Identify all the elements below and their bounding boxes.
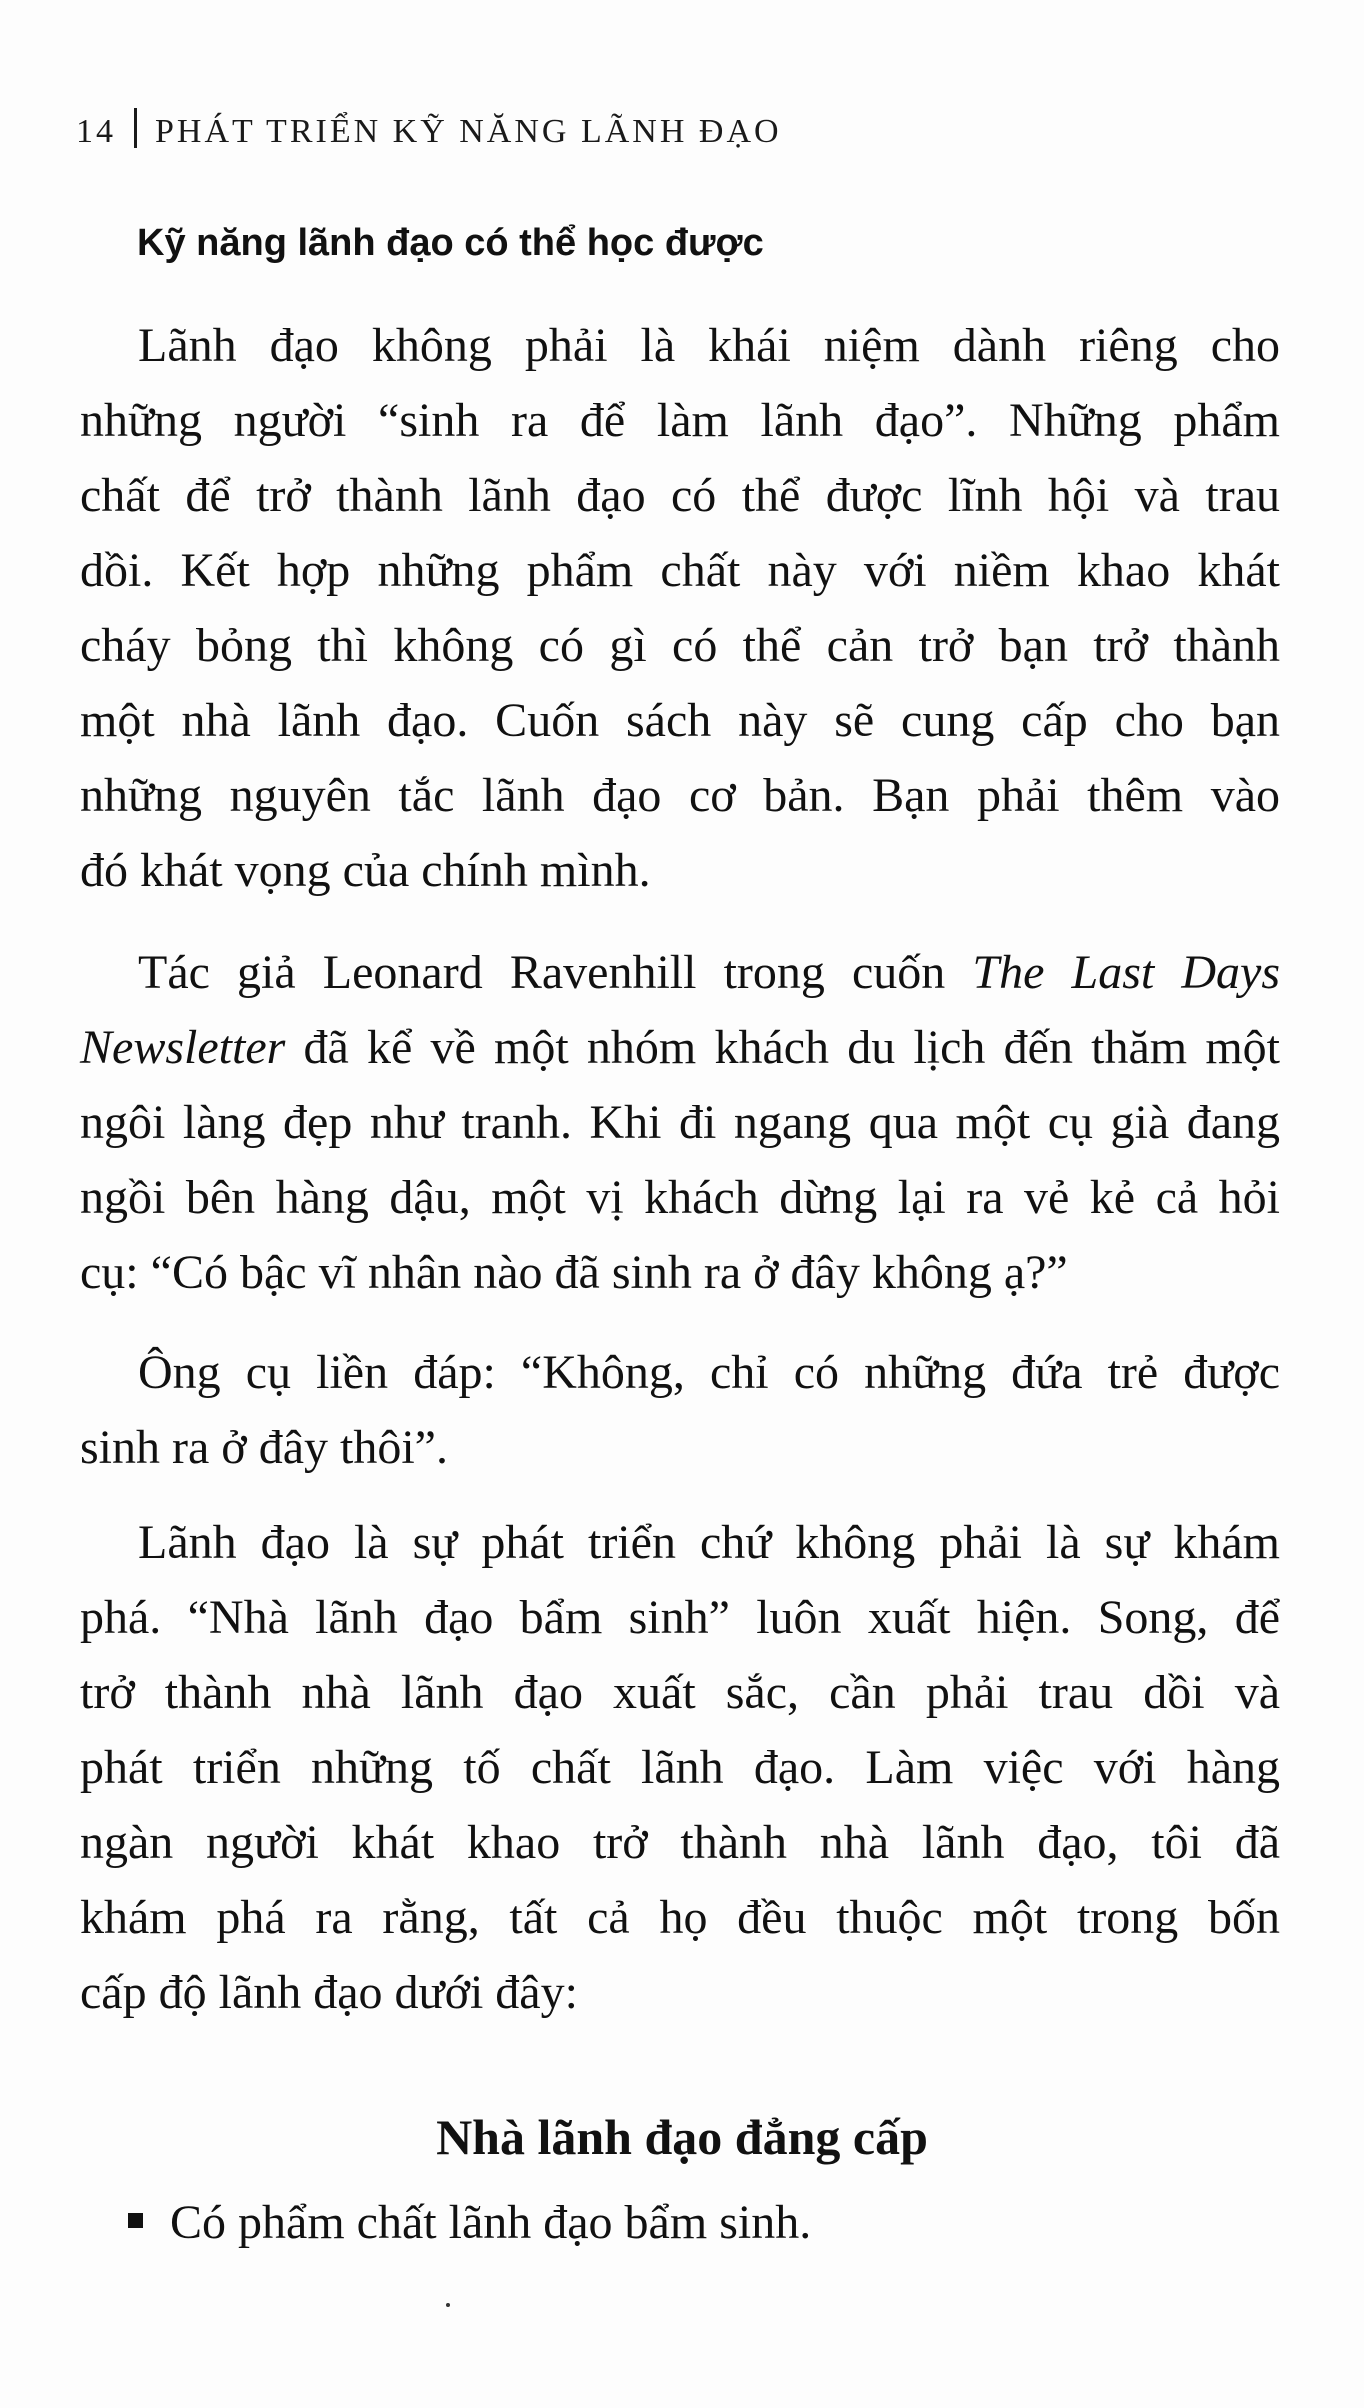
- paragraph-line: cấp độ lãnh đạo dưới đây:: [80, 1966, 578, 2019]
- paragraph-3: [80, 1335, 1280, 1485]
- paragraph-line: phát triển những tố chất lãnh đạo. Làm việc với hàng: [80, 1741, 1280, 1794]
- paragraph-line: những người “sinh ra để làm lãnh đạo”. Những phẩm: [80, 394, 1280, 447]
- paragraph-2: [80, 935, 1280, 1310]
- running-header: [76, 108, 782, 151]
- paragraph-line: phá. “Nhà lãnh đạo bẩm sinh” luôn xuất hiện. Song, để: [80, 1591, 1280, 1644]
- paragraph-line: cháy bỏng thì không có gì có thể cản trở bạn trở thành: [80, 619, 1280, 672]
- bullet-item: [170, 2185, 811, 2260]
- paragraph-1: [80, 308, 1280, 908]
- subsection-title: Nhà lãnh đạo đẳng cấp: [436, 2109, 928, 2165]
- paragraph-line: trở thành nhà lãnh đạo xuất sắc, cần phải trau dồi và: [80, 1666, 1280, 1719]
- paragraph-4: [80, 1505, 1280, 2030]
- paragraph-line: Ông cụ liền đáp: “Không, chỉ có những đứa trẻ được: [138, 1346, 1280, 1399]
- paragraph-line: cụ: “Có bậc vĩ nhân nào đã sinh ra ở đây không ạ?”: [80, 1246, 1068, 1299]
- paragraph-line: ngồi bên hàng dậu, một vị khách dừng lại ra vẻ kẻ cả hỏi: [80, 1171, 1280, 1224]
- paragraph-line: một nhà lãnh đạo. Cuốn sách này sẽ cung cấp cho bạn: [80, 694, 1280, 747]
- paragraph-line: những nguyên tắc lãnh đạo cơ bản. Bạn phải thêm vào: [80, 769, 1280, 822]
- page-number: 14: [76, 113, 116, 150]
- print-speck: [446, 2303, 450, 2307]
- paragraph-line: ngôi làng đẹp như tranh. Khi đi ngang qua một cụ già đang: [80, 1096, 1280, 1149]
- paragraph-line: khám phá ra rằng, tất cả họ đều thuộc một trong bốn: [80, 1891, 1280, 1944]
- paragraph-text: đã kể về một nhóm khách du lịch đến thăm một: [285, 1021, 1280, 1074]
- paragraph-line: [80, 1010, 1280, 1085]
- header-separator: [134, 108, 137, 148]
- book-title: PHÁT TRIỂN KỸ NĂNG LÃNH ĐẠO: [155, 113, 782, 150]
- bullet-text: Có phẩm chất lãnh đạo bẩm sinh.: [170, 2196, 812, 2249]
- paragraph-line: Lãnh đạo là sự phát triển chứ không phải là sự khám: [138, 1516, 1280, 1569]
- paragraph-line: ngàn người khát khao trở thành nhà lãnh đạo, tôi đã: [80, 1816, 1280, 1869]
- paragraph-line: dồi. Kết hợp những phẩm chất này với niềm khao khát: [80, 544, 1280, 597]
- book-title-italic: The Last Days: [972, 946, 1281, 999]
- paragraph-line: [80, 935, 1280, 1010]
- book-title-italic: Newsletter: [80, 1021, 286, 1074]
- bullet-square-icon: [128, 2213, 143, 2228]
- paragraph-line: Lãnh đạo không phải là khái niệm dành riêng cho: [138, 319, 1280, 372]
- paragraph-line: chất để trở thành lãnh đạo có thể được lĩnh hội và trau: [80, 469, 1280, 522]
- paragraph-line: đó khát vọng của chính mình.: [80, 844, 651, 897]
- paragraph-line: sinh ra ở đây thôi”.: [80, 1421, 448, 1474]
- paragraph-text: Tác giả Leonard Ravenhill trong cuốn: [138, 946, 973, 999]
- section-title: Kỹ năng lãnh đạo có thể học được: [137, 222, 764, 264]
